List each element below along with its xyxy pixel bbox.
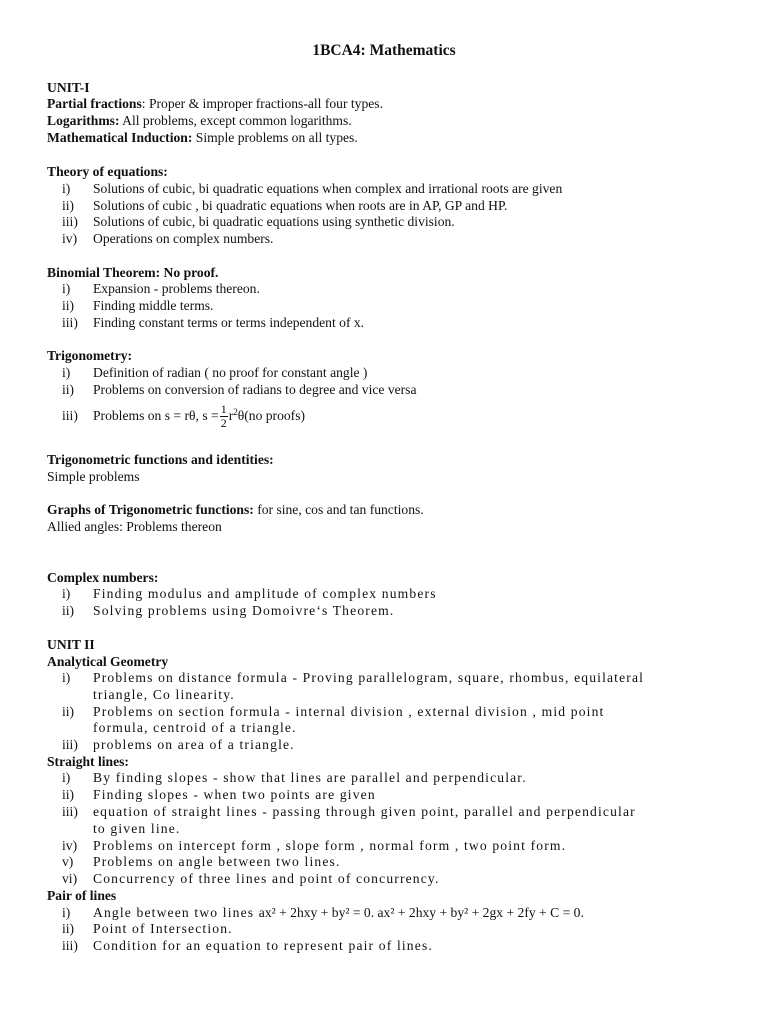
list-number: i) xyxy=(62,181,71,196)
list-number: i) xyxy=(62,670,71,685)
list-number: iii) xyxy=(62,804,78,819)
fraction-numerator: 1 xyxy=(220,402,227,417)
list-number: vi) xyxy=(62,871,78,886)
induction-line xyxy=(47,130,358,146)
list-number: i) xyxy=(62,281,71,296)
induction-label: Mathematical Induction: xyxy=(47,130,193,145)
page-title: 1BCA4: Mathematics xyxy=(312,42,456,59)
list-item: Solutions of cubic, bi quadratic equations using synthetic division. xyxy=(93,214,455,229)
theory-heading: Theory of equations: xyxy=(47,164,168,179)
list-number: ii) xyxy=(62,198,75,213)
list-item: Problems on distance formula - Proving parallelogram, square, rhombus, equilateral xyxy=(93,670,645,685)
list-number: iii) xyxy=(62,315,78,330)
list-number: ii) xyxy=(62,603,75,618)
pair-of-lines-equation: ax² + 2hxy + by² = 0. ax² + 2hxy + by² + 2gx + 2fy + C = 0. xyxy=(258,905,584,920)
list-item: Finding middle terms. xyxy=(93,298,214,313)
formula-exponent: 2 xyxy=(233,407,238,417)
complex-heading: Complex numbers: xyxy=(47,570,159,585)
geometry-heading: Analytical Geometry xyxy=(47,654,169,669)
induction-text: Simple problems on all types. xyxy=(192,130,358,145)
list-item-formula xyxy=(93,905,584,921)
identities-heading: Trigonometric functions and identities: xyxy=(47,452,274,467)
list-item: Problems on intercept form , slope form , normal form , two point form. xyxy=(93,838,567,853)
graphs-text: for sine, cos and tan functions. xyxy=(253,502,424,517)
formula-r: r xyxy=(228,408,234,423)
logarithms-label: Logarithms: xyxy=(47,113,120,128)
list-number: ii) xyxy=(62,787,75,802)
list-item-continued: formula, centroid of a triangle. xyxy=(93,720,297,735)
list-item: Solutions of cubic, bi quadratic equations when complex and irrational roots are given xyxy=(93,181,563,196)
unit1-heading: UNIT-I xyxy=(47,80,90,95)
graphs-label: Graphs of Trigonometric functions: xyxy=(47,502,254,517)
logarithms-line xyxy=(47,113,352,129)
list-item: Problems on angle between two lines. xyxy=(93,854,341,869)
list-number: v) xyxy=(62,854,74,869)
list-item: Finding slopes - when two points are given xyxy=(93,787,376,802)
list-item: problems on area of a triangle. xyxy=(93,737,295,752)
allied-angles-text: Allied angles: Problems thereon xyxy=(47,519,222,534)
list-item-continued: to given line. xyxy=(93,821,181,836)
list-item: equation of straight lines - passing through given point, parallel and perpendicular xyxy=(93,804,636,819)
list-item: Problems on conversion of radians to degree and vice versa xyxy=(93,382,417,397)
trigonometry-heading: Trigonometry: xyxy=(47,348,133,363)
partial-fractions-text: : Proper & improper fractions-all four types. xyxy=(141,96,383,111)
graphs-line xyxy=(47,502,424,518)
binomial-heading: Binomial Theorem: No proof. xyxy=(47,265,219,280)
formula-text: Angle between two lines xyxy=(93,905,259,920)
list-number: ii) xyxy=(62,704,75,719)
list-number: iii) xyxy=(62,214,78,229)
list-item-formula xyxy=(93,399,305,433)
straight-lines-heading: Straight lines: xyxy=(47,754,129,769)
formula-text: Problems on s = rθ, s = xyxy=(93,408,219,423)
list-number: iv) xyxy=(62,231,78,246)
list-number: i) xyxy=(62,770,71,785)
list-item: Condition for an equation to represent pair of lines. xyxy=(93,938,433,953)
list-number: ii) xyxy=(62,921,75,936)
formula-tail: θ(no proofs) xyxy=(237,408,306,423)
list-number: i) xyxy=(62,905,71,920)
list-item: Operations on complex numbers. xyxy=(93,231,274,246)
fraction-one-half xyxy=(220,403,228,430)
list-item: Point of Intersection. xyxy=(93,921,233,936)
list-item: By finding slopes - show that lines are parallel and perpendicular. xyxy=(93,770,527,785)
partial-fractions-label: Partial fractions xyxy=(47,96,142,111)
list-number: ii) xyxy=(62,298,75,313)
list-item: Solutions of cubic , bi quadratic equations when roots are in AP, GP and HP. xyxy=(93,198,508,213)
list-item: Problems on section formula - internal division , external division , mid point xyxy=(93,704,605,719)
list-number: iii) xyxy=(62,737,78,752)
fraction-denominator: 2 xyxy=(220,416,227,431)
pair-of-lines-heading: Pair of lines xyxy=(47,888,117,903)
list-item: Concurrency of three lines and point of concurrency. xyxy=(93,871,440,886)
list-number: iii) xyxy=(62,408,78,423)
list-number: i) xyxy=(62,365,71,380)
list-item: Expansion - problems thereon. xyxy=(93,281,260,296)
unit2-heading: UNIT II xyxy=(47,637,95,652)
list-item-continued: triangle, Co linearity. xyxy=(93,687,235,702)
logarithms-text: All problems, except common logarithms. xyxy=(119,113,352,128)
list-number: ii) xyxy=(62,382,75,397)
list-item: Finding constant terms or terms independent of x. xyxy=(93,315,365,330)
list-number: iii) xyxy=(62,938,78,953)
list-item: Definition of radian ( no proof for constant angle ) xyxy=(93,365,368,380)
list-number: i) xyxy=(62,586,71,601)
identities-text: Simple problems xyxy=(47,469,140,484)
list-number: iv) xyxy=(62,838,78,853)
partial-fractions-line xyxy=(47,96,383,112)
list-item: Solving problems using Domoivre‘s Theorem. xyxy=(93,603,395,618)
list-item: Finding modulus and amplitude of complex numbers xyxy=(93,586,437,601)
